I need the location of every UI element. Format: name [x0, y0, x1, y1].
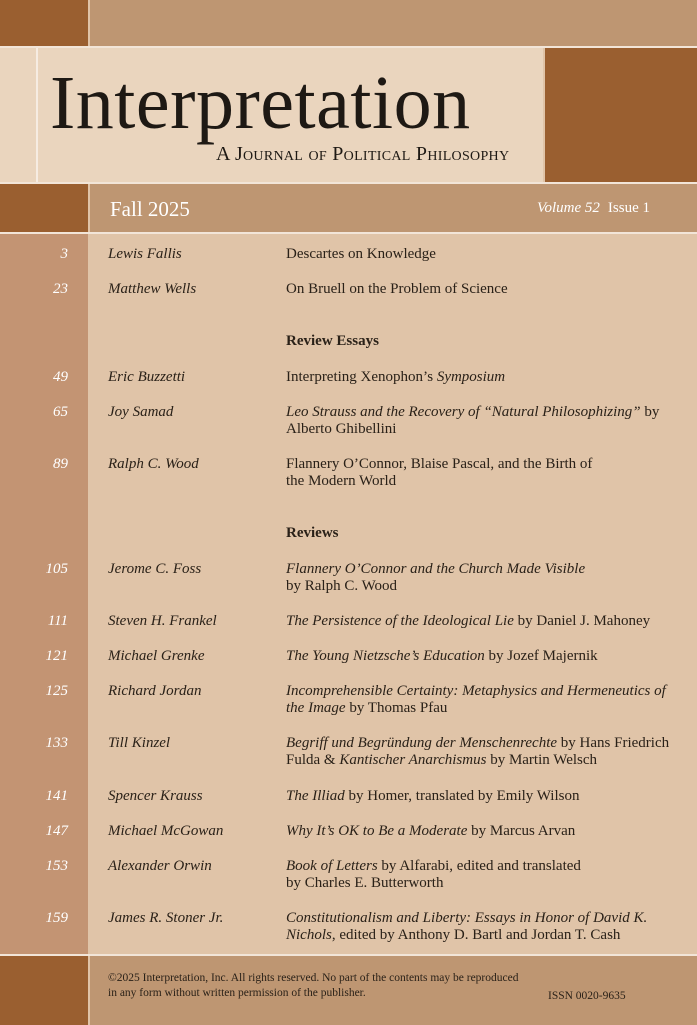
header-top-band	[90, 0, 697, 46]
toc-author: Steven H. Frankel	[108, 613, 217, 629]
title-italic: The Persistence of the Ideological Lie	[286, 613, 514, 629]
title-text: by Thomas Pfau	[345, 700, 448, 716]
title-italic: Incomprehensible Certainty: Metaphysics and Hermeneutics of the Image	[286, 683, 666, 716]
toc-title: On Bruell on the Problem of Science	[286, 281, 508, 297]
title-text: by Alfarabi, edited and translated by Charles E. Butterworth	[286, 858, 581, 891]
issue-volume-number	[537, 199, 650, 217]
issue-volume: Volume 52	[537, 200, 600, 216]
title-italic: The Illiad	[286, 788, 345, 804]
toc-title	[286, 369, 686, 386]
page-number-strip	[0, 234, 88, 954]
toc-title	[286, 561, 596, 595]
toc-title	[286, 910, 681, 944]
title-italic: Why It’s OK to Be a Moderate	[286, 823, 468, 839]
footer-corner-block	[0, 956, 88, 1025]
title-text: by Marcus Arvan	[467, 823, 576, 839]
toc-title	[286, 648, 686, 665]
toc-author: Eric Buzzetti	[108, 369, 186, 385]
issue-number: Issue 1	[607, 200, 650, 216]
title-text: by Ralph C. Wood	[286, 578, 398, 594]
toc-author: Jerome C. Foss	[108, 561, 202, 577]
title-italic: Book of Letters	[286, 858, 378, 874]
toc-page-number: 65	[53, 404, 68, 420]
toc-author: Lewis Fallis	[108, 246, 182, 262]
toc-page-number: 23	[53, 281, 68, 297]
toc-page-number: 147	[45, 823, 68, 839]
toc-page-number: 125	[45, 683, 68, 699]
toc-page-number: 3	[60, 246, 68, 262]
toc-title	[286, 823, 686, 840]
title-text: by Martin Welsch	[486, 752, 598, 768]
toc-title	[286, 735, 681, 769]
toc-author: Joy Samad	[108, 404, 174, 420]
section-heading-reviews: Reviews	[286, 525, 339, 541]
title-italic: Constitutionalism and Liberty: Essays in Honor of David K. Nichols	[286, 910, 648, 943]
toc-title	[286, 788, 686, 805]
toc-title: Descartes on Knowledge	[286, 246, 436, 262]
toc-page-number: 49	[53, 369, 68, 385]
toc-title	[286, 404, 686, 438]
title-text: Interpreting Xenophon’s	[286, 369, 437, 385]
title-text: by Jozef Majernik	[484, 648, 598, 664]
title-corner-block	[545, 48, 697, 182]
issue-season: Fall 2025	[110, 197, 190, 221]
toc-page-number: 159	[45, 910, 68, 926]
journal-title: Interpretation	[50, 61, 471, 145]
toc-page-number: 153	[45, 858, 68, 874]
header-corner-block	[0, 0, 88, 46]
title-italic: Flannery O’Connor and the Church Made Visible	[286, 561, 586, 577]
toc-author: Till Kinzel	[108, 735, 171, 751]
title-italic: Leo Strauss and the Recovery of “Natural Philosophizing”	[286, 404, 641, 420]
toc-page-number: 111	[47, 613, 68, 629]
toc-author: James R. Stoner Jr.	[108, 910, 224, 926]
toc-page-number: 141	[45, 788, 68, 804]
toc-title	[286, 613, 686, 630]
title-text: by Daniel J. Mahoney	[513, 613, 651, 629]
divider-line	[36, 48, 38, 182]
title-text: by Hans Friedrich Fulda &	[286, 735, 670, 768]
title-italic: Symposium	[436, 369, 506, 385]
toc-author: Ralph C. Wood	[108, 456, 199, 472]
title-text: by Homer, translated by Emily Wilson	[344, 788, 580, 804]
toc-author: Michael Grenke	[108, 648, 205, 664]
issn-number: ISSN 0020-9635	[548, 990, 626, 1002]
toc-page-number: 89	[53, 456, 68, 472]
copyright-notice: ©2025 Interpretation, Inc. All rights reserved. No part of the contents may be reproduced in any form without written permission of the publisher.	[108, 972, 519, 999]
toc-title	[286, 858, 596, 892]
toc-title: Flannery O’Connor, Blaise Pascal, and the Birth of the Modern World	[286, 456, 593, 489]
toc-page-number: 133	[45, 735, 68, 751]
title-italic: Kantischer Anarchismus	[339, 752, 487, 768]
toc-title	[286, 683, 676, 717]
toc-page-number: 105	[45, 561, 68, 577]
toc-page-number: 121	[45, 648, 68, 664]
journal-subtitle: A Journal of Political Philosophy	[216, 143, 510, 165]
title-text: by Alberto Ghibellini	[286, 404, 660, 437]
issue-corner-block	[0, 184, 88, 232]
toc-author: Spencer Krauss	[108, 788, 203, 804]
section-heading-review-essays: Review Essays	[286, 333, 379, 349]
title-italic: Begriff und Begründung der Menschenrechte	[286, 735, 558, 751]
toc-author: Michael McGowan	[108, 823, 224, 839]
title-text: , edited by Anthony D. Bartl and Jordan T. Cash	[331, 927, 621, 943]
title-italic: The Young Nietzsche’s Education	[286, 648, 485, 664]
toc-author: Matthew Wells	[108, 281, 197, 297]
toc-author: Richard Jordan	[108, 683, 202, 699]
toc-author: Alexander Orwin	[108, 858, 212, 874]
